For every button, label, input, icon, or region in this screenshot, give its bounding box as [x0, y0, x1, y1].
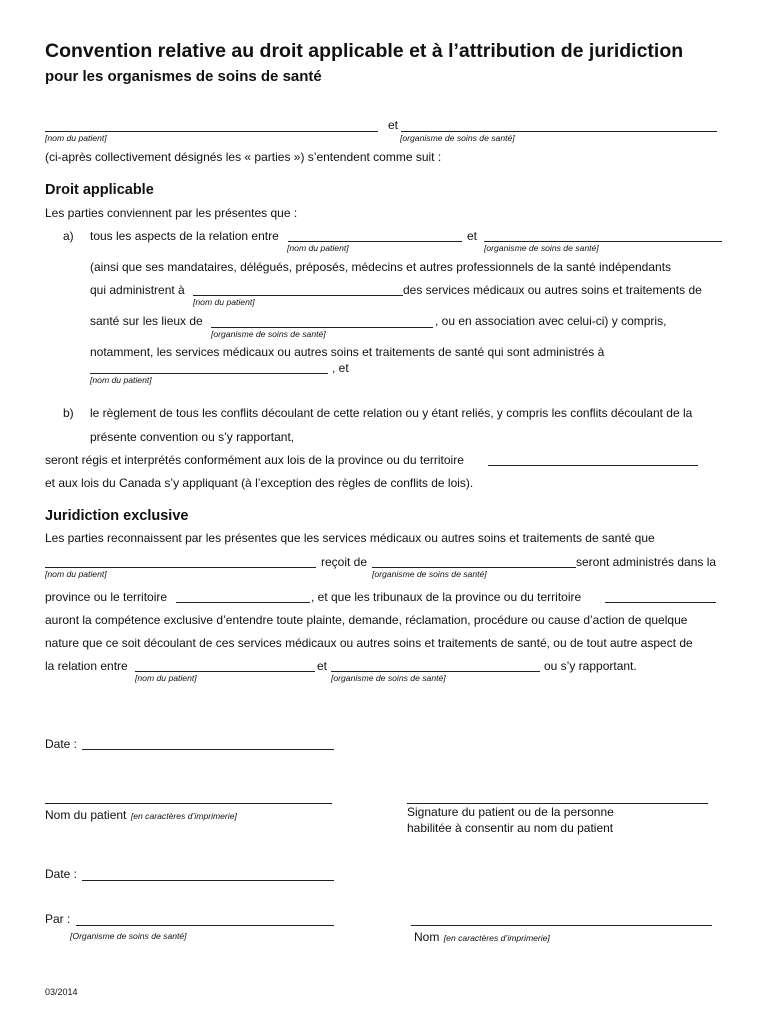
nom-hint: [en caractères d’imprimerie]	[443, 933, 550, 943]
tribunaux-statement: , et que les tribunaux de la province ou du territoire	[311, 590, 582, 604]
applicable-province-field[interactable]	[488, 465, 698, 466]
relation-organization-field[interactable]	[331, 671, 540, 672]
document-title: Convention relative au droit applicable et à l’attribution de juridiction	[45, 40, 684, 62]
patient-signature-field[interactable]	[407, 803, 708, 804]
relation-et-label: et	[317, 659, 328, 673]
nom-du-patient-hint: [en caractères d’imprimerie]	[130, 811, 237, 821]
item-a-marker: a)	[63, 229, 74, 243]
relation-organization-caption: [organisme de soins de santé]	[331, 673, 446, 683]
section-heading-juridiction-exclusive: Juridiction exclusive	[45, 508, 189, 524]
par-organization-caption: [Organisme de soins de santé]	[70, 931, 187, 941]
relation-entre-label: la relation entre	[45, 659, 128, 673]
item-a-line4-post: , ou en association avec celui-ci) y compris,	[435, 314, 667, 328]
item-a-line5: notamment, les services médicaux ou autres soins et traitements de santé qui sont administrés à	[90, 345, 605, 359]
date-label-1: Date :	[45, 737, 78, 751]
a-organization-caption: [organisme de soins de santé]	[484, 243, 599, 253]
date-label-2: Date :	[45, 867, 78, 881]
a-line6-patient-caption: [nom du patient]	[90, 375, 152, 385]
patient-print-name-field[interactable]	[45, 803, 332, 804]
nom-label: Nom	[414, 930, 440, 944]
a-line6-patient-field[interactable]	[90, 373, 328, 374]
item-b-line2: présente convention ou s’y rapportant,	[90, 430, 295, 444]
item-a-line3-post: des services médicaux ou autres soins et traitements de	[403, 283, 702, 297]
par-organization-field[interactable]	[76, 925, 334, 926]
organization-caption: [organisme de soins de santé]	[400, 133, 515, 143]
j-patient-name-field[interactable]	[45, 567, 316, 568]
item-a-line2: (ainsi que ses mandataires, délégués, préposés, médecins et autres professionnels de la santé indépendants	[90, 260, 672, 274]
representative-name-caption	[414, 928, 550, 946]
date-field-1[interactable]	[82, 749, 334, 750]
patient-name-caption: [nom du patient]	[45, 133, 107, 143]
a-line4-organization-field[interactable]	[211, 327, 433, 328]
j-patient-caption: [nom du patient]	[45, 569, 107, 579]
item-b-line1: le règlement de tous les conflits découlant de cette relation ou y étant reliés, y compris les conflits découlant de la	[90, 406, 693, 420]
a-line4-organization-caption: [organisme de soins de santé]	[211, 329, 326, 339]
relation-patient-caption: [nom du patient]	[135, 673, 197, 683]
administres-label: seront administrés dans la	[576, 555, 717, 569]
item-a-line3-pre: qui administrent à	[90, 283, 185, 297]
droit-applicable-lead: Les parties conviennent par les présentes que :	[45, 206, 298, 220]
j-organization-field[interactable]	[372, 567, 576, 568]
j-tribunaux-province-field[interactable]	[605, 602, 716, 603]
lois-canada-statement: et aux lois du Canada s’y appliquant (à l’exception des règles de conflits de lois).	[45, 476, 474, 490]
j-organization-caption: [organisme de soins de santé]	[372, 569, 487, 579]
a-patient-caption: [nom du patient]	[287, 243, 349, 253]
parties-statement: (ci-après collectivement désignés les « parties ») s’entendent comme suit :	[45, 150, 442, 164]
competence-statement: auront la compétence exclusive d’entendre toute plainte, demande, réclamation, procédure ou cause d’action de quelque	[45, 613, 688, 627]
patient-print-name-caption	[45, 806, 237, 824]
document-subtitle: pour les organismes de soins de santé	[45, 68, 322, 85]
a-patient-name-field[interactable]	[288, 241, 462, 242]
date-field-2[interactable]	[82, 880, 334, 881]
form-version: 03/2014	[45, 987, 78, 997]
nature-statement: nature que ce soit découlant de ces services médicaux ou autres soins et traitements de santé, ou de tout autre aspect de	[45, 636, 693, 650]
item-b-marker: b)	[63, 406, 74, 420]
representative-name-field[interactable]	[411, 925, 712, 926]
j-province-field[interactable]	[176, 602, 310, 603]
province-label: province ou le territoire	[45, 590, 168, 604]
relation-patient-field[interactable]	[135, 671, 315, 672]
item-a-line1: tous les aspects de la relation entre	[90, 229, 279, 243]
regis-statement: seront régis et interprétés conformément aux lois de la province ou du territoire	[45, 453, 464, 467]
a-line3-patient-field[interactable]	[193, 295, 403, 296]
a-organization-field[interactable]	[484, 241, 722, 242]
juridiction-lead: Les parties reconnaissent par les présentes que les services médicaux ou autres soins et traitements de santé que	[45, 531, 655, 545]
item-a-line4-pre: santé sur les lieux de	[90, 314, 203, 328]
relation-post-label: ou s’y rapportant.	[544, 659, 637, 673]
a-line3-patient-caption: [nom du patient]	[193, 297, 255, 307]
item-a-line6-post: , et	[332, 361, 349, 375]
intro-et-label: et	[388, 118, 399, 132]
par-label: Par :	[45, 912, 71, 926]
signature-caption-line2: habilitée à consentir au nom du patient	[407, 821, 614, 835]
organization-name-field[interactable]	[401, 131, 717, 132]
signature-caption-line1: Signature du patient ou de la personne	[407, 805, 614, 819]
recoit-de-label: reçoit de	[321, 555, 368, 569]
patient-name-field[interactable]	[45, 131, 378, 132]
nom-du-patient-label: Nom du patient	[45, 808, 127, 822]
item-a-et-label: et	[467, 229, 478, 243]
section-heading-droit-applicable: Droit applicable	[45, 182, 154, 198]
